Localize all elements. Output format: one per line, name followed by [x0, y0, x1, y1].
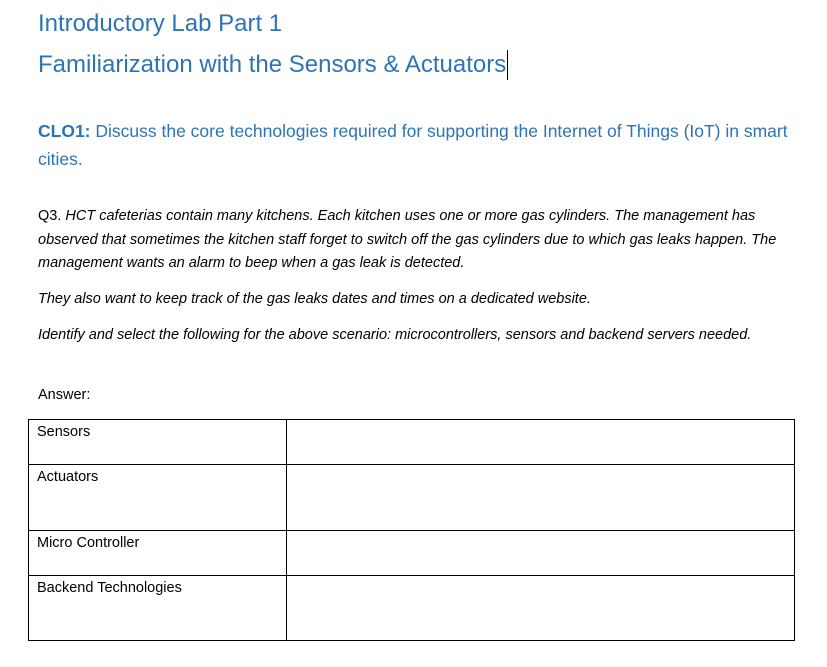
row-label-backend-technologies: Backend Technologies	[29, 576, 287, 641]
answer-label: Answer:	[38, 387, 91, 403]
question-paragraph-3: Identify and select the following for the above scenario: microcontrollers, sensors and backend servers needed.	[38, 327, 752, 343]
row-label-sensors: Sensors	[29, 420, 287, 465]
clo-text: Discuss the core technologies required for supporting the Internet of Things (IoT) in smart cities.	[38, 121, 788, 169]
text-cursor	[507, 50, 508, 80]
table-row	[29, 576, 795, 641]
title-line-2-text: Familiarization with the Sensors & Actuators	[38, 51, 507, 78]
title-line-1	[38, 9, 282, 39]
row-label-micro-controller: Micro Controller	[29, 531, 287, 576]
clo-label: CLO1:	[38, 121, 91, 141]
answer-cell-backend-technologies[interactable]	[287, 576, 795, 641]
answer-cell-actuators[interactable]	[287, 465, 795, 531]
question-text: HCT cafeterias contain many kitchens. Each kitchen uses one or more gas cylinders. The management has observed that sometimes the kitchen staff forget to switch off the gas cylinders due to which gas leaks happen. The management wants an alarm to beep when a gas leak is detected.	[38, 208, 777, 271]
question-paragraph-2: They also want to keep track of the gas leaks dates and times on a dedicated website.	[38, 291, 591, 307]
table-row	[29, 420, 795, 465]
title-line-2	[38, 50, 508, 80]
table-row	[29, 465, 795, 531]
answer-cell-micro-controller[interactable]	[287, 531, 795, 576]
answer-cell-sensors[interactable]	[287, 420, 795, 465]
row-label-actuators: Actuators	[29, 465, 287, 531]
question-label: Q3.	[38, 208, 62, 224]
answer-table	[28, 419, 795, 641]
question-paragraph	[38, 205, 798, 276]
title-line-1-text: Introductory Lab Part 1	[38, 10, 283, 37]
clo-paragraph	[38, 117, 798, 173]
table-row	[29, 531, 795, 576]
